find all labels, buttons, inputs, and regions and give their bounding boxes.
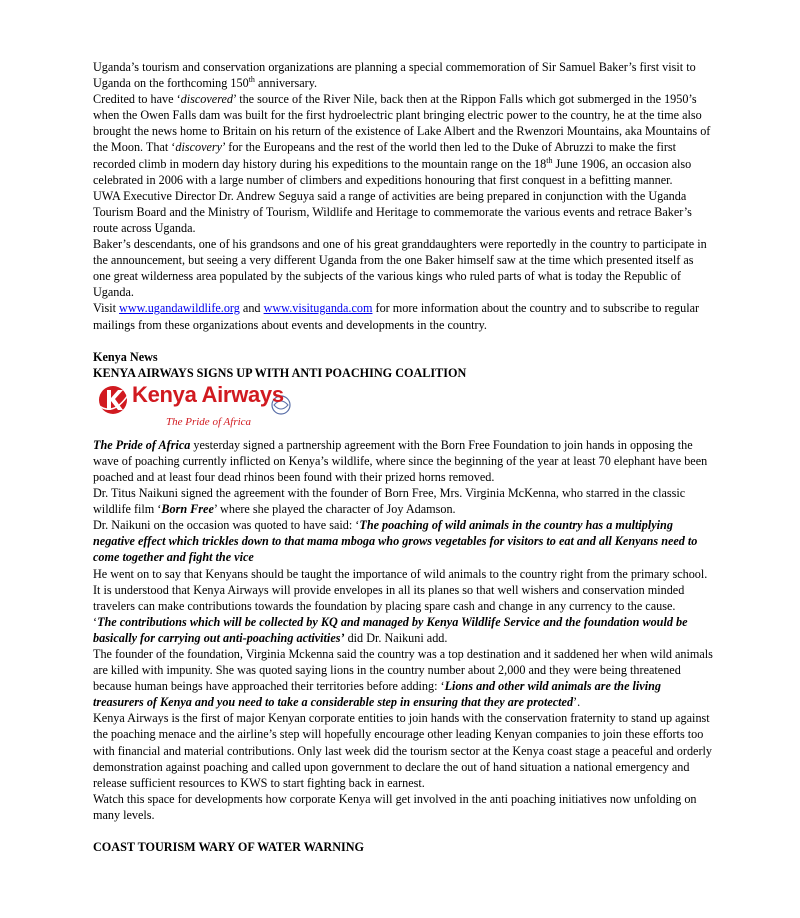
kenya-paragraph-3: [93, 517, 713, 565]
uganda-p2-superscript: th: [546, 155, 553, 165]
kenya-airways-logo-name: Kenya Airways: [132, 381, 284, 407]
visituganda-link[interactable]: www.visituganda.com: [263, 301, 373, 316]
uganda-paragraph-3: UWA Executive Director Dr. Andrew Seguya said a range of activities are being prepared in conjunction with the Uganda Tourism Board and the Ministry of Tourism, Wildlife and Heritage to commemorate the various events and retrace Baker’s route across Uganda.: [93, 188, 692, 235]
kenya-paragraph-5: [93, 614, 713, 646]
uganda-p5-text-2: and: [239, 301, 264, 316]
uganda-p2-text-4: June 1906, an occasion also celebrated in 2006 with a large number of climbers and expeditions honouring that first conquest in a befitting manner.: [93, 156, 692, 187]
document-page: [93, 59, 713, 855]
uganda-paragraph-4: Baker’s descendants, one of his grandsons and one of his great granddaughters were reportedly in the country to participate in the announcement, but seeing a very different Uganda from the one Baker himself saw at the time which presented itself as one great wilderness area populated by the subjects of the various kings who ruled parts of what is today the Republic of Uganda.: [93, 237, 707, 300]
uganda-p2-text: Credited to have ‘: [93, 92, 181, 107]
kenya-p3-quote: The poaching of wild animals in the country has a multiplying negative effect which trickles down to that mama mboga who grows vegetables for visitors to eat and all Kenyans need to come together and fight the vice: [93, 518, 698, 565]
kenya-paragraph-1: [93, 437, 713, 485]
kenya-p1-bold-italic: The Pride of Africa: [93, 437, 191, 452]
kenya-p1-text: yesterday signed a partnership agreement with the Born Free Foundation to join hands in opposing the wave of poaching currently inflicted on Kenya’s wildlife, where since the beginning of the year at least 70 elephant have been poached and at least four dead rhinos been found with their prized horns removed.: [93, 437, 708, 484]
section-spacer: [93, 333, 713, 349]
kenya-airways-logo-tagline: The Pride of Africa: [166, 415, 252, 428]
uganda-p1-text: Uganda’s tourism and conservation organizations are planning a special commemoration of Sir Samuel Baker’s first visit to Uganda on the forthcoming 150: [93, 60, 696, 91]
uganda-p2-text-3: ’ for the Europeans and the rest of the world then led to the Duke of Abruzzi to make the first recorded climb in modern day history during his expeditions to the mountain range on the 18: [93, 140, 677, 171]
kenya-paragraph-4: He went on to say that Kenyans should be taught the importance of wild animals to the country right from the primary school. It is understood that Kenya Airways will provide envelopes in all its planes so that well wishers and conservation minded travelers can make contributions towards the foundation by placing spare cash and change in any currency to the cause.: [93, 566, 708, 613]
kenya-paragraph-7: Kenya Airways is the first of major Kenyan corporate entities to join hands with the conservation fraternity to stand up against the poaching menace and the airline’s step will hopefully encourage other leading Kenyan companies to join these efforts too with financial and material contributions. Only last week did the tourism sector at the Kenya coast stage a peaceful and orderly demonstration against poaching and called upon government to declare the out of hand situation a national emergency and release sufficient resources to KWS to start fighting back in earnest.: [93, 711, 712, 790]
kenya-p3-text: Dr. Naikuni on the occasion was quoted to have said: ‘: [93, 518, 360, 533]
kenya-p2-text-2: ’ where she played the character of Joy Adamson.: [213, 502, 456, 517]
uganda-p2-italic-discovery: discovery: [175, 140, 223, 155]
coast-headline: COAST TOURISM WARY OF WATER WARNING: [93, 840, 365, 855]
uganda-p5-text: Visit: [93, 301, 120, 316]
kenya-p6-quote: Lions and other wild animals are the living treasurers of Kenya and you need to take a considerable step in ensuring that they are protected: [93, 679, 661, 710]
kenya-paragraph-2: [93, 485, 713, 517]
kenya-paragraph-8: Watch this space for developments how corporate Kenya will get involved in the anti poaching initiatives now unfolding on many levels.: [93, 791, 697, 822]
kenya-section-label: Kenya News: [93, 349, 158, 364]
uganda-paragraph-2: [93, 91, 713, 188]
uganda-paragraph-5: [93, 300, 713, 332]
uganda-p1-text-end: anniversary.: [254, 76, 318, 91]
uganda-p2-text-2: ’ the source of the River Nile, back then at the Rippon Falls which got submerged in the 1950’s when the Owen Falls dam was built for the first hydroelectric plant bringing electric power to the country, he at the time also brought the news home to Britain on his return of the existence of Lake Albert and the Rwenzori Mountains, aka Mountains of the Moon. That ‘: [93, 92, 711, 155]
uganda-p1-superscript: th: [248, 75, 255, 85]
kenya-airways-logo: [96, 383, 296, 433]
kenya-p6-text-end: ’.: [573, 695, 581, 710]
kenya-p5-text: did Dr. Naikuni add.: [344, 630, 448, 645]
kenya-p5-quote: The contributions which will be collected by KQ and managed by Kenya Wildlife Service and the foundation would be basically for carrying out anti-poaching activities’: [93, 614, 688, 645]
kenya-paragraph-6: [93, 646, 713, 710]
kenya-p2-text: Dr. Titus Naikuni signed the agreement with the founder of Born Free, Mrs. Virginia McKenna, who starred in the classic wildlife film ‘: [93, 486, 686, 517]
uganda-p5-text-3: for more information about the country and to subscribe to regular mailings from these organizations about events and developments in the country.: [93, 301, 700, 332]
kenya-p6-text: The founder of the foundation, Virginia Mckenna said the country was a top destination and it saddened her when wild animals are killed with impunity. She was quoted saying lions in the country number about 2,000 and they were being threatened because human beings have approached their territories before adding: ‘: [93, 647, 713, 694]
kenya-p5-open-quote: ‘: [93, 614, 98, 629]
kenya-p2-bold-italic: Born Free: [161, 502, 214, 517]
ugandawildlife-link[interactable]: www.ugandawildlife.org: [119, 301, 240, 316]
uganda-paragraph-1: [93, 59, 713, 91]
uganda-p2-italic-discovered: discovered: [180, 92, 233, 107]
kenya-headline: KENYA AIRWAYS SIGNS UP WITH ANTI POACHING COALITION: [93, 365, 467, 380]
